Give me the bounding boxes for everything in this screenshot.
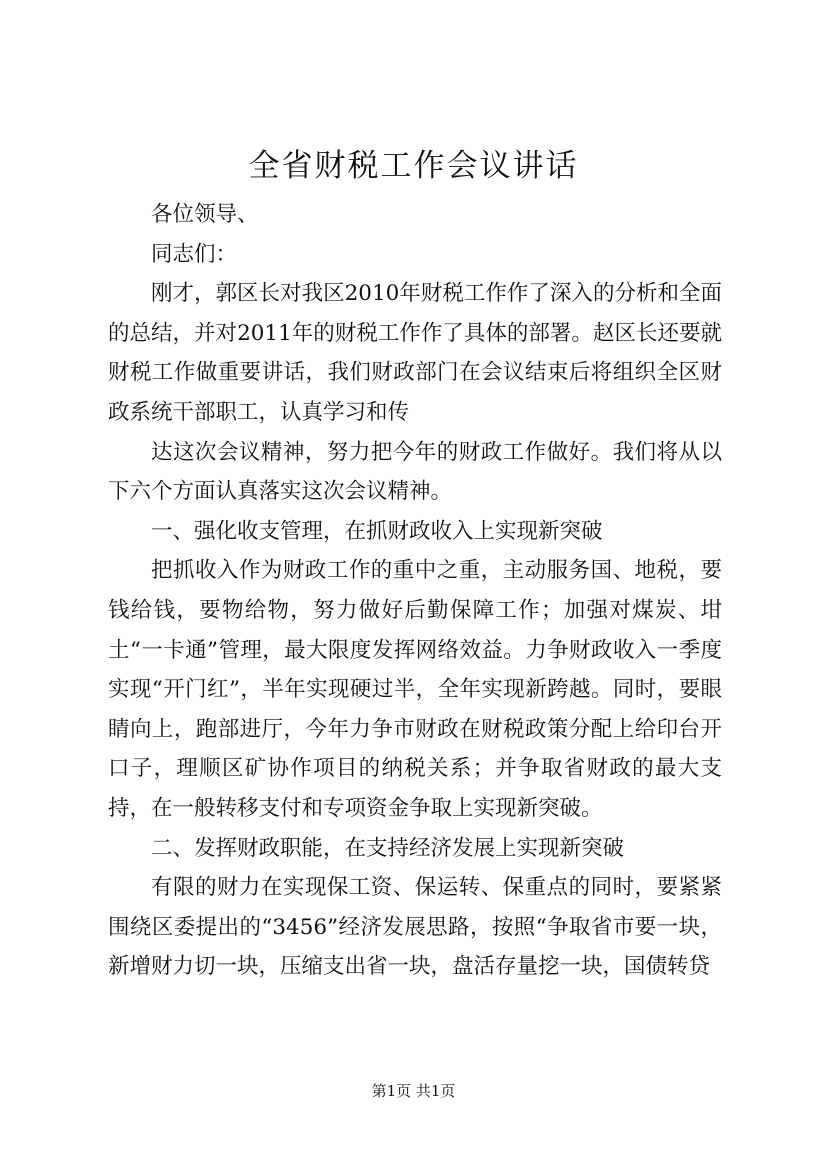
paragraph-section-1: 把抓收入作为财政工作的重中之重，主动服务国、地税，要钱给钱，要物给物，努力做好后勤保障工作；加强对煤炭、坩土“一卡通”管理，最大限度发挥网络效益。力争财政收入一季度实现“开门红”，半年实现硬过半，全年实现新跨越。同时，要眼睛向上，跑部进厅，今年力争市财政在财税政策分配上给印台开口子，理顺区矿协作项目的纳税关系；并争取省财政的最大支持，在一般转移支付和专项资金争取上实现新突破。	[108, 558, 722, 821]
paragraph-intro-continued: 达这次会议精神，努力把今年的财政工作做好。我们将从以下六个方面认真落实这次会议精神。	[108, 439, 722, 505]
document-title: 全省财税工作会议讲话	[248, 148, 579, 184]
section-heading-2: 二、发挥财政职能，在支持经济发展上实现新突破	[151, 835, 625, 861]
paragraph-salutation-2: 同志们：	[151, 241, 238, 267]
paragraph-salutation-1: 各位领导、	[151, 202, 259, 227]
page-footer: 第1页 共1页	[371, 1082, 456, 1100]
document-body	[108, 195, 722, 987]
section-heading-1: 一、强化收支管理，在抓财政收入上实现新突破	[151, 518, 603, 544]
paragraph-section-2: 有限的财力在实现保工资、保运转、保重点的同时，要紧紧围绕区委提出的“3456”经济发展思路，按照“争取省市要一块，新增财力切一块，压缩支出省一块，盘活存量挖一块，国债转贷	[108, 875, 722, 980]
paragraph-intro: 刚才，郭区长对我区2010年财税工作作了深入的分析和全面的总结，并对2011年的财税工作作了具体的部署。赵区长还要就财税工作做重要讲话，我们财政部门在会议结束后将组织全区财政系统干部职工，认真学习和传	[108, 281, 722, 425]
